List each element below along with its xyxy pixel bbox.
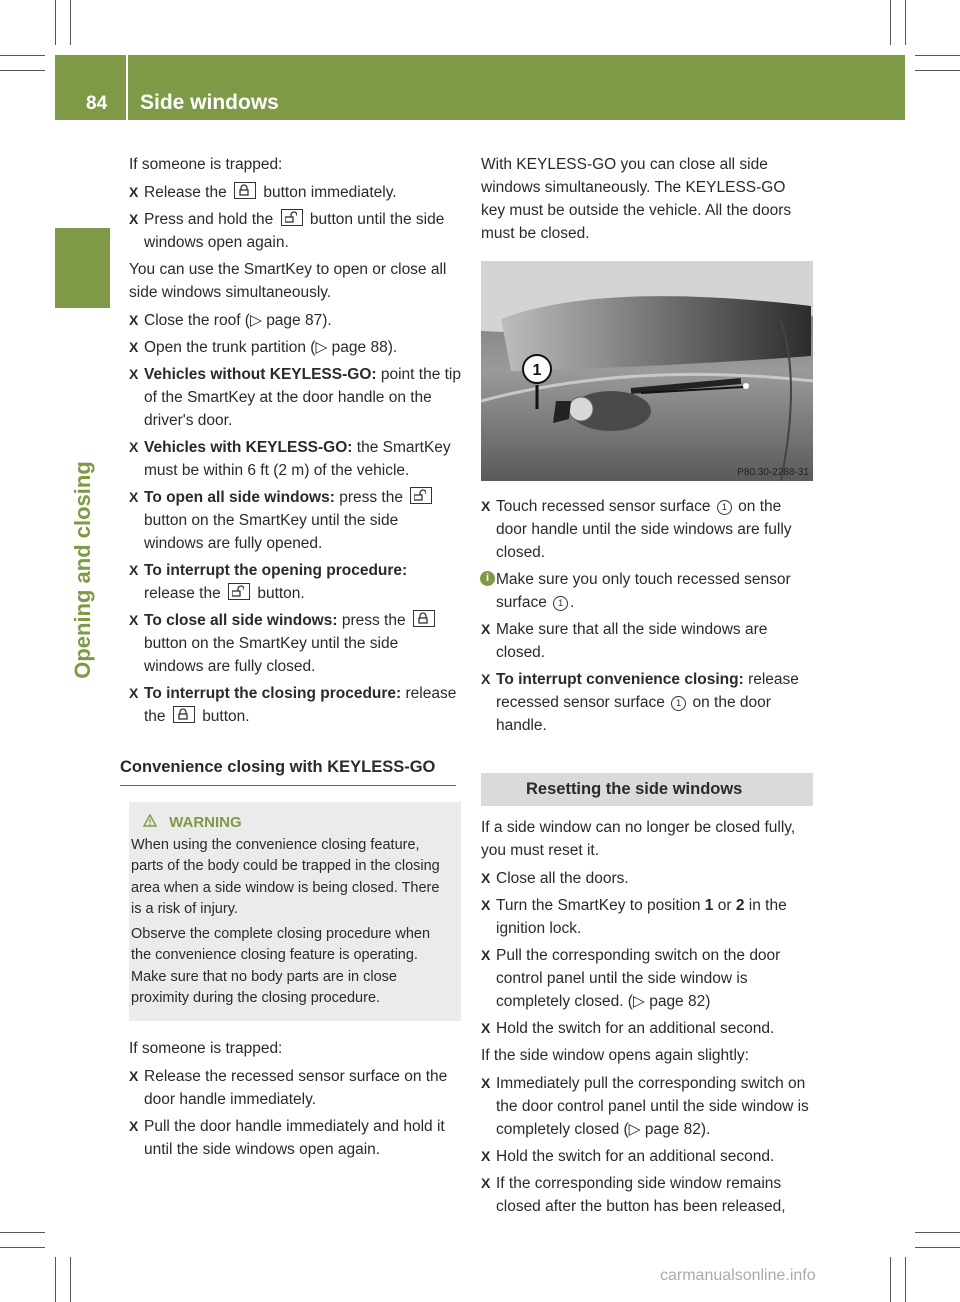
left-column <box>120 153 462 1165</box>
callout-number: 1 <box>553 596 568 611</box>
crop-mark <box>915 1247 960 1248</box>
crop-mark <box>55 0 56 45</box>
step-label: To interrupt the closing procedure: <box>144 685 402 702</box>
step-text: button on the SmartKey until the side windows are fully opened. <box>144 512 399 552</box>
step-label: Vehicles with KEYLESS-GO: <box>144 439 353 456</box>
step-text: button until the side windows open again. <box>144 211 445 251</box>
warning-text: Observe the complete closing procedure when the convenience closing feature is operating. Make sure that no body parts are in close proximity during the closing procedure. <box>131 925 431 1006</box>
instruction-step <box>129 181 461 204</box>
info-text: Make sure you only touch recessed sensor surface <box>496 571 791 611</box>
step-text: button. <box>202 708 250 725</box>
crop-mark <box>55 1257 56 1302</box>
paragraph: If the side window opens again slightly: <box>481 1047 749 1064</box>
step-text: release the <box>144 585 221 602</box>
step-text: press the <box>341 612 406 629</box>
page-title: Side windows <box>140 91 279 114</box>
crop-mark <box>915 55 960 56</box>
lock-icon <box>413 610 435 627</box>
unlock-icon <box>281 209 303 226</box>
instruction-step: X Close the roof (▷ page 87). <box>129 309 461 332</box>
step-text: button immediately. <box>263 184 397 201</box>
photo-code: P80.30-2288-31 <box>737 467 809 478</box>
instruction-step <box>481 495 813 564</box>
instruction-step <box>129 363 461 432</box>
photo-callout: 1 <box>532 362 542 379</box>
instruction-step <box>129 682 461 728</box>
position-value: 2 <box>735 897 745 914</box>
instruction-step <box>481 668 813 737</box>
warning-title-text: WARNING <box>169 814 242 831</box>
crop-mark <box>0 1232 45 1233</box>
paragraph: You can use the SmartKey to open or close all side windows simultaneously. <box>129 261 447 301</box>
step-text: Release the <box>144 184 227 201</box>
step-text: button. <box>257 585 305 602</box>
info-text: . <box>570 594 575 611</box>
crop-mark <box>70 1257 71 1302</box>
lock-icon <box>234 182 256 199</box>
step-text: release recessed sensor surface <box>496 671 799 711</box>
step-text: on the door handle. <box>496 694 771 734</box>
instruction-step: X Immediately pull the corresponding switch on the door control panel until the side window is completely closed (▷ page 82). <box>481 1072 813 1141</box>
instruction-step <box>129 609 461 678</box>
step-text: in the ignition lock. <box>496 897 787 937</box>
instruction-step: X If the corresponding side window remains closed after the button has been released, <box>481 1172 813 1218</box>
right-column <box>481 153 813 1222</box>
section-tab <box>55 228 110 308</box>
header-divider <box>126 55 128 120</box>
door-handle-photo <box>481 261 813 481</box>
paragraph: With KEYLESS-GO you can close all side windows simultaneously. The KEYLESS-GO key must be outside the vehicle. All the doors must be closed. <box>481 156 792 242</box>
warning-text: When using the convenience closing feature, parts of the body could be trapped in the closing area when a side window is being closed. There is a risk of injury. <box>131 836 440 917</box>
lock-icon <box>173 706 195 723</box>
step-text: Turn the SmartKey to position <box>496 897 701 914</box>
step-label: To interrupt convenience closing: <box>496 671 744 688</box>
step-text: release the <box>144 685 457 725</box>
section-heading: Convenience closing with KEYLESS-GO <box>120 756 456 786</box>
instruction-step: X Open the trunk partition (▷ page 88). <box>129 336 461 359</box>
position-value: 1 <box>704 897 714 914</box>
step-label: To open all side windows: <box>144 489 335 506</box>
paragraph: If someone is trapped: <box>129 156 283 173</box>
instruction-step: X Make sure that all the side windows are closed. <box>481 618 813 664</box>
paragraph: If someone is trapped: <box>129 1039 283 1057</box>
step-text: on the door handle until the side windows are fully closed. <box>496 498 792 561</box>
step-label: To interrupt the opening procedure: <box>144 562 408 579</box>
instruction-step <box>129 436 461 482</box>
warning-box <box>129 802 461 1021</box>
step-text: the SmartKey must be within 6 ft (2 m) of the vehicle. <box>144 439 451 479</box>
warning-triangle-icon <box>143 812 157 834</box>
step-text: press the <box>339 489 403 506</box>
instruction-step <box>129 486 461 555</box>
instruction-step <box>481 894 813 940</box>
callout-number: 1 <box>717 500 732 515</box>
instruction-step: X Release the recessed sensor surface on the door handle immediately. <box>129 1065 461 1111</box>
step-text: Touch recessed sensor surface <box>496 498 711 515</box>
callout-number: 1 <box>671 696 686 711</box>
crop-mark <box>0 70 45 71</box>
step-text: or <box>717 897 732 914</box>
crop-mark <box>905 0 906 45</box>
page-number: 84 <box>86 93 108 114</box>
crop-mark <box>915 1232 960 1233</box>
watermark: carmanualsonline.info <box>660 1267 816 1284</box>
instruction-step <box>129 559 461 605</box>
instruction-step: X Pull the corresponding switch on the door control panel until the side window is completely closed. (▷ page 82) <box>481 944 813 1013</box>
instruction-step: X Pull the door handle immediately and hold it until the side windows open again. <box>129 1115 461 1161</box>
instruction-step: X Hold the switch for an additional second. <box>481 1017 813 1040</box>
crop-mark <box>905 1257 906 1302</box>
paragraph: If a side window can no longer be closed fully, you must reset it. <box>481 819 796 859</box>
crop-mark <box>890 1257 891 1302</box>
warning-title <box>131 812 449 834</box>
step-text: Press and hold the <box>144 211 274 228</box>
crop-mark <box>0 55 45 56</box>
crop-mark <box>0 1247 45 1248</box>
unlock-icon <box>410 487 432 504</box>
step-label: Vehicles without KEYLESS-GO: <box>144 366 377 383</box>
crop-mark <box>890 0 891 45</box>
instruction-step: X Close all the doors. <box>481 867 813 890</box>
crop-mark <box>70 0 71 45</box>
info-note <box>481 568 813 614</box>
step-label: To close all side windows: <box>144 612 338 629</box>
step-text: button on the SmartKey until the side windows are fully closed. <box>144 635 399 675</box>
section-label: Opening and closing <box>70 461 95 679</box>
instruction-step <box>129 208 461 254</box>
info-icon: i <box>480 571 495 586</box>
instruction-step: X Hold the switch for an additional second. <box>481 1145 813 1168</box>
unlock-icon <box>228 583 250 600</box>
step-text: point the tip of the SmartKey at the door handle on the driver's door. <box>144 366 462 429</box>
crop-mark <box>915 70 960 71</box>
section-heading: Resetting the side windows <box>481 773 813 806</box>
